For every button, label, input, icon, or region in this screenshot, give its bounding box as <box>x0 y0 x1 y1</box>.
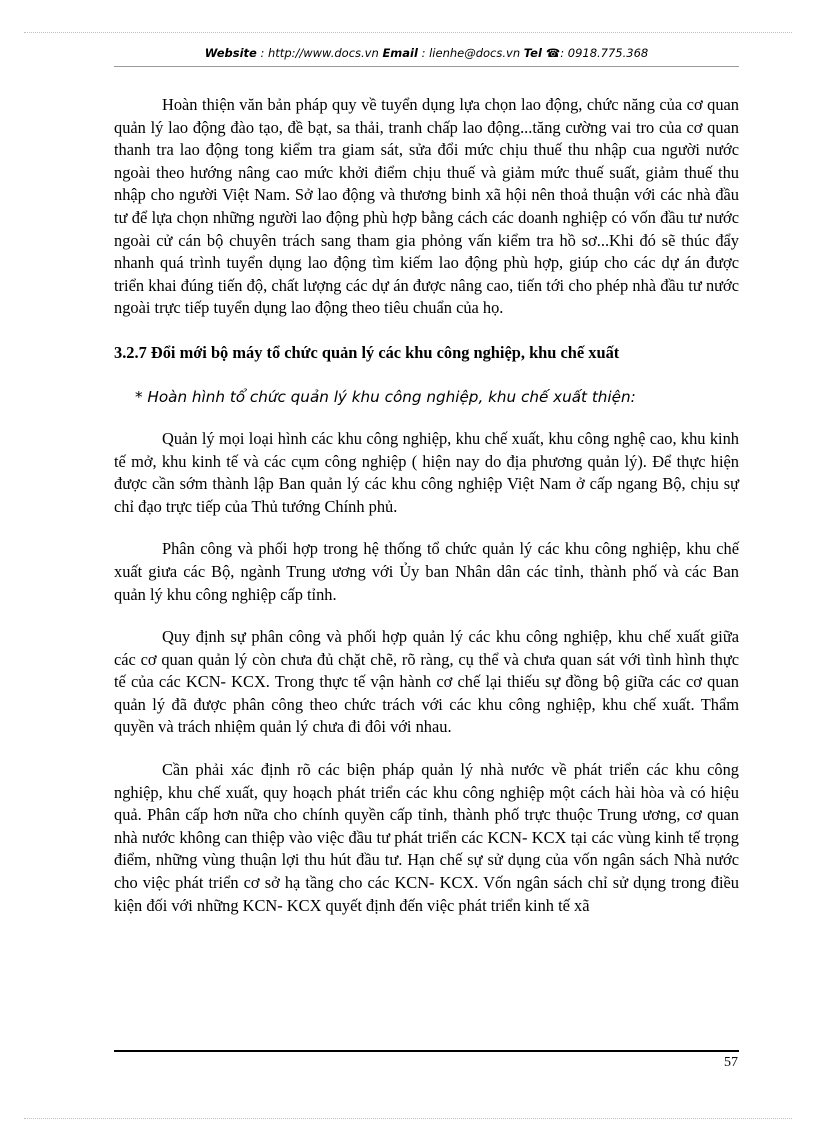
header-website-value: : http://www.docs.vn <box>256 46 383 60</box>
paragraph-regulation: Quy định sự phân công và phối hợp quản lý các khu công nghiệp, khu chế xuất giữa các cơ quan quản lý còn chưa đủ chặt chẽ, rõ ràng, cụ thể và chưa quan sát với tình hình thực tế của các KCN- KCX. Trong thực tế vận hành cơ chế lại thiếu sự đồng bộ giữa các cơ quan quản lý đã được phân công theo chức trách với các khu công nghiệp, khu chế xuất. Thẩm quyền và trách nhiệm quản lý chưa đi đôi với nhau. <box>114 627 739 737</box>
header-email-value: : lienhe@docs.vn <box>417 46 524 60</box>
document-body <box>114 94 739 917</box>
section-subheading: * Hoàn hình tổ chức quản lý khu công nghiệp, khu chế xuất thiện: <box>135 387 636 406</box>
paragraph-management-scope: Quản lý mọi loại hình các khu công nghiệp, khu chế xuất, khu công nghệ cao, khu kinh tế mở, khu kinh tế và các cụm công nghiệp ( hiện nay do địa phương quản lý). Để thực hiện được cần sớm thành lập Ban quản lý các khu công nghiệp Việt Nam ở cấp ngang Bộ, chịu sự chỉ đạo trực tiếp của Thủ tướng Chính phủ. <box>114 428 739 516</box>
page-header <box>114 46 739 60</box>
header-website-label: Website <box>204 46 257 60</box>
paragraph-state-measures: Cần phải xác định rõ các biện pháp quản lý nhà nước về phát triển các khu công nghiệp, khu chế xuất, quy hoạch phát triển các khu công nghiệp một cách hài hòa và có hiệu quả. Phân cấp hơn nữa cho chính quyền cấp tỉnh, thành phố trực thuộc Trung ương, cơ quan nhà nước không can thiệp vào việc đầu tư phát triển các KCN- KCX tại các vùng kinh tế trọng điểm, những vùng thuận lợi thu hút đầu tư. Hạn chế sự sử dụng của vốn ngân sách Nhà nước cho việc phát triển cơ sở hạ tầng cho các KCN- KCX. Vốn ngân sách chỉ sử dụng trong điều kiện đối với những KCN- KCX quyết định đến việc phát triển kinh tế xã <box>114 760 739 915</box>
header-tel-label: Tel ☎ <box>523 46 561 60</box>
page-bottom-border <box>24 1118 792 1119</box>
paragraph-recruitment: Hoàn thiện văn bản pháp quy về tuyển dụng lựa chọn lao động, chức năng của cơ quan quản lý lao động đào tạo, đề bạt, sa thải, tranh chấp lao động...tăng cường vai tro của cơ quan thanh tra lao động tong kiểm tra giam sát, sửa đổi mức chịu thuế thu nhập cua người nước ngoài theo hướng nâng cao mức khởi điểm chịu thuế và giảm mức thuế suất, giảm thuế thu nhập cho người Việt Nam. Sở lao động và thương binh xã hội nên thoả thuận với các nhà đầu tư để lựa chọn những người lao động phù hợp bằng cách các doanh nghiệp có vốn đầu tư nước ngoài cử cán bộ chuyên trách sang tham gia phỏng vấn kiểm tra hồ sơ...Khi đó sẽ thúc đẩy nhanh quá trình tuyển dụng lao động tìm kiếm lao động phù hợp, giúp cho các dự án được triển khai đúng tiến độ, chất lượng các dự án được nâng cao, tiến tới cho phép nhà đầu tư nước ngoài trực tiếp tuyển dụng lao động theo tiêu chuẩn của họ. <box>114 95 739 318</box>
section-heading: 3.2.7 Đổi mới bộ máy tổ chức quản lý các khu công nghiệp, khu chế xuất <box>114 342 620 362</box>
header-tel-value: : 0918.775.368 <box>560 46 649 60</box>
page-number: 57 <box>724 1055 738 1070</box>
header-divider <box>114 66 739 67</box>
footer-divider <box>114 1050 739 1052</box>
header-email-label: Email <box>382 46 418 60</box>
paragraph-coordination: Phân công và phối hợp trong hệ thống tổ chức quản lý các khu công nghiệp, khu chế xuất giưa các Bộ, ngành Trung ương với Ủy ban Nhân dân các tỉnh, thành phố và các Ban quản lý khu công nghiệp cấp tỉnh. <box>114 539 739 604</box>
page-top-border <box>24 32 792 33</box>
